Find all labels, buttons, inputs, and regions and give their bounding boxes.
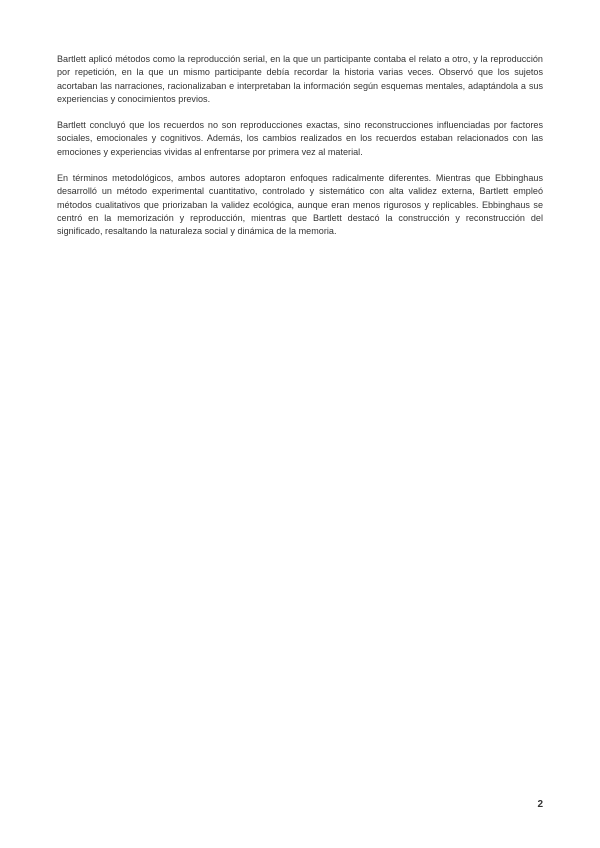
paragraph-bartlett-conclusion: Bartlett concluyó que los recuerdos no son reproducciones exactas, sino reconstrucciones influenciadas por factores sociales, emocionales y cognitivos. Además, los cambios realizados en los recuerdos estaban relacionados con las emociones y experiencias vividas al enfrentarse por primera vez al material. — [57, 120, 543, 157]
paragraph-bartlett-methods: Bartlett aplicó métodos como la reproducción serial, en la que un participante contaba el relato a otro, y la reproducción por repetición, en la que un mismo participante debía recordar la historia varias veces. Observó que los sujetos acortaban las narraciones, racionalizaban e interpretaban la información según esquemas mentales, adaptándola a sus experiencias y conocimientos previos. — [57, 54, 543, 104]
page-number: 2 — [537, 799, 543, 810]
paragraph-methodological-comparison: En términos metodológicos, ambos autores adoptaron enfoques radicalmente diferentes. Mientras que Ebbinghaus desarrolló un método experimental cuantitativo, controlado y sistemático con alta validez externa, Bartlett empleó métodos cualitativos que priorizaban la validez ecológica, aunque eran menos rigurosos y replicables. Ebbinghaus se centró en la memorización y reproducción, mientras que Bartlett destacó la construcción y reconstrucción del significado, resaltando la naturaleza social y dinámica de la memoria. — [57, 173, 543, 237]
page-body — [57, 53, 543, 252]
